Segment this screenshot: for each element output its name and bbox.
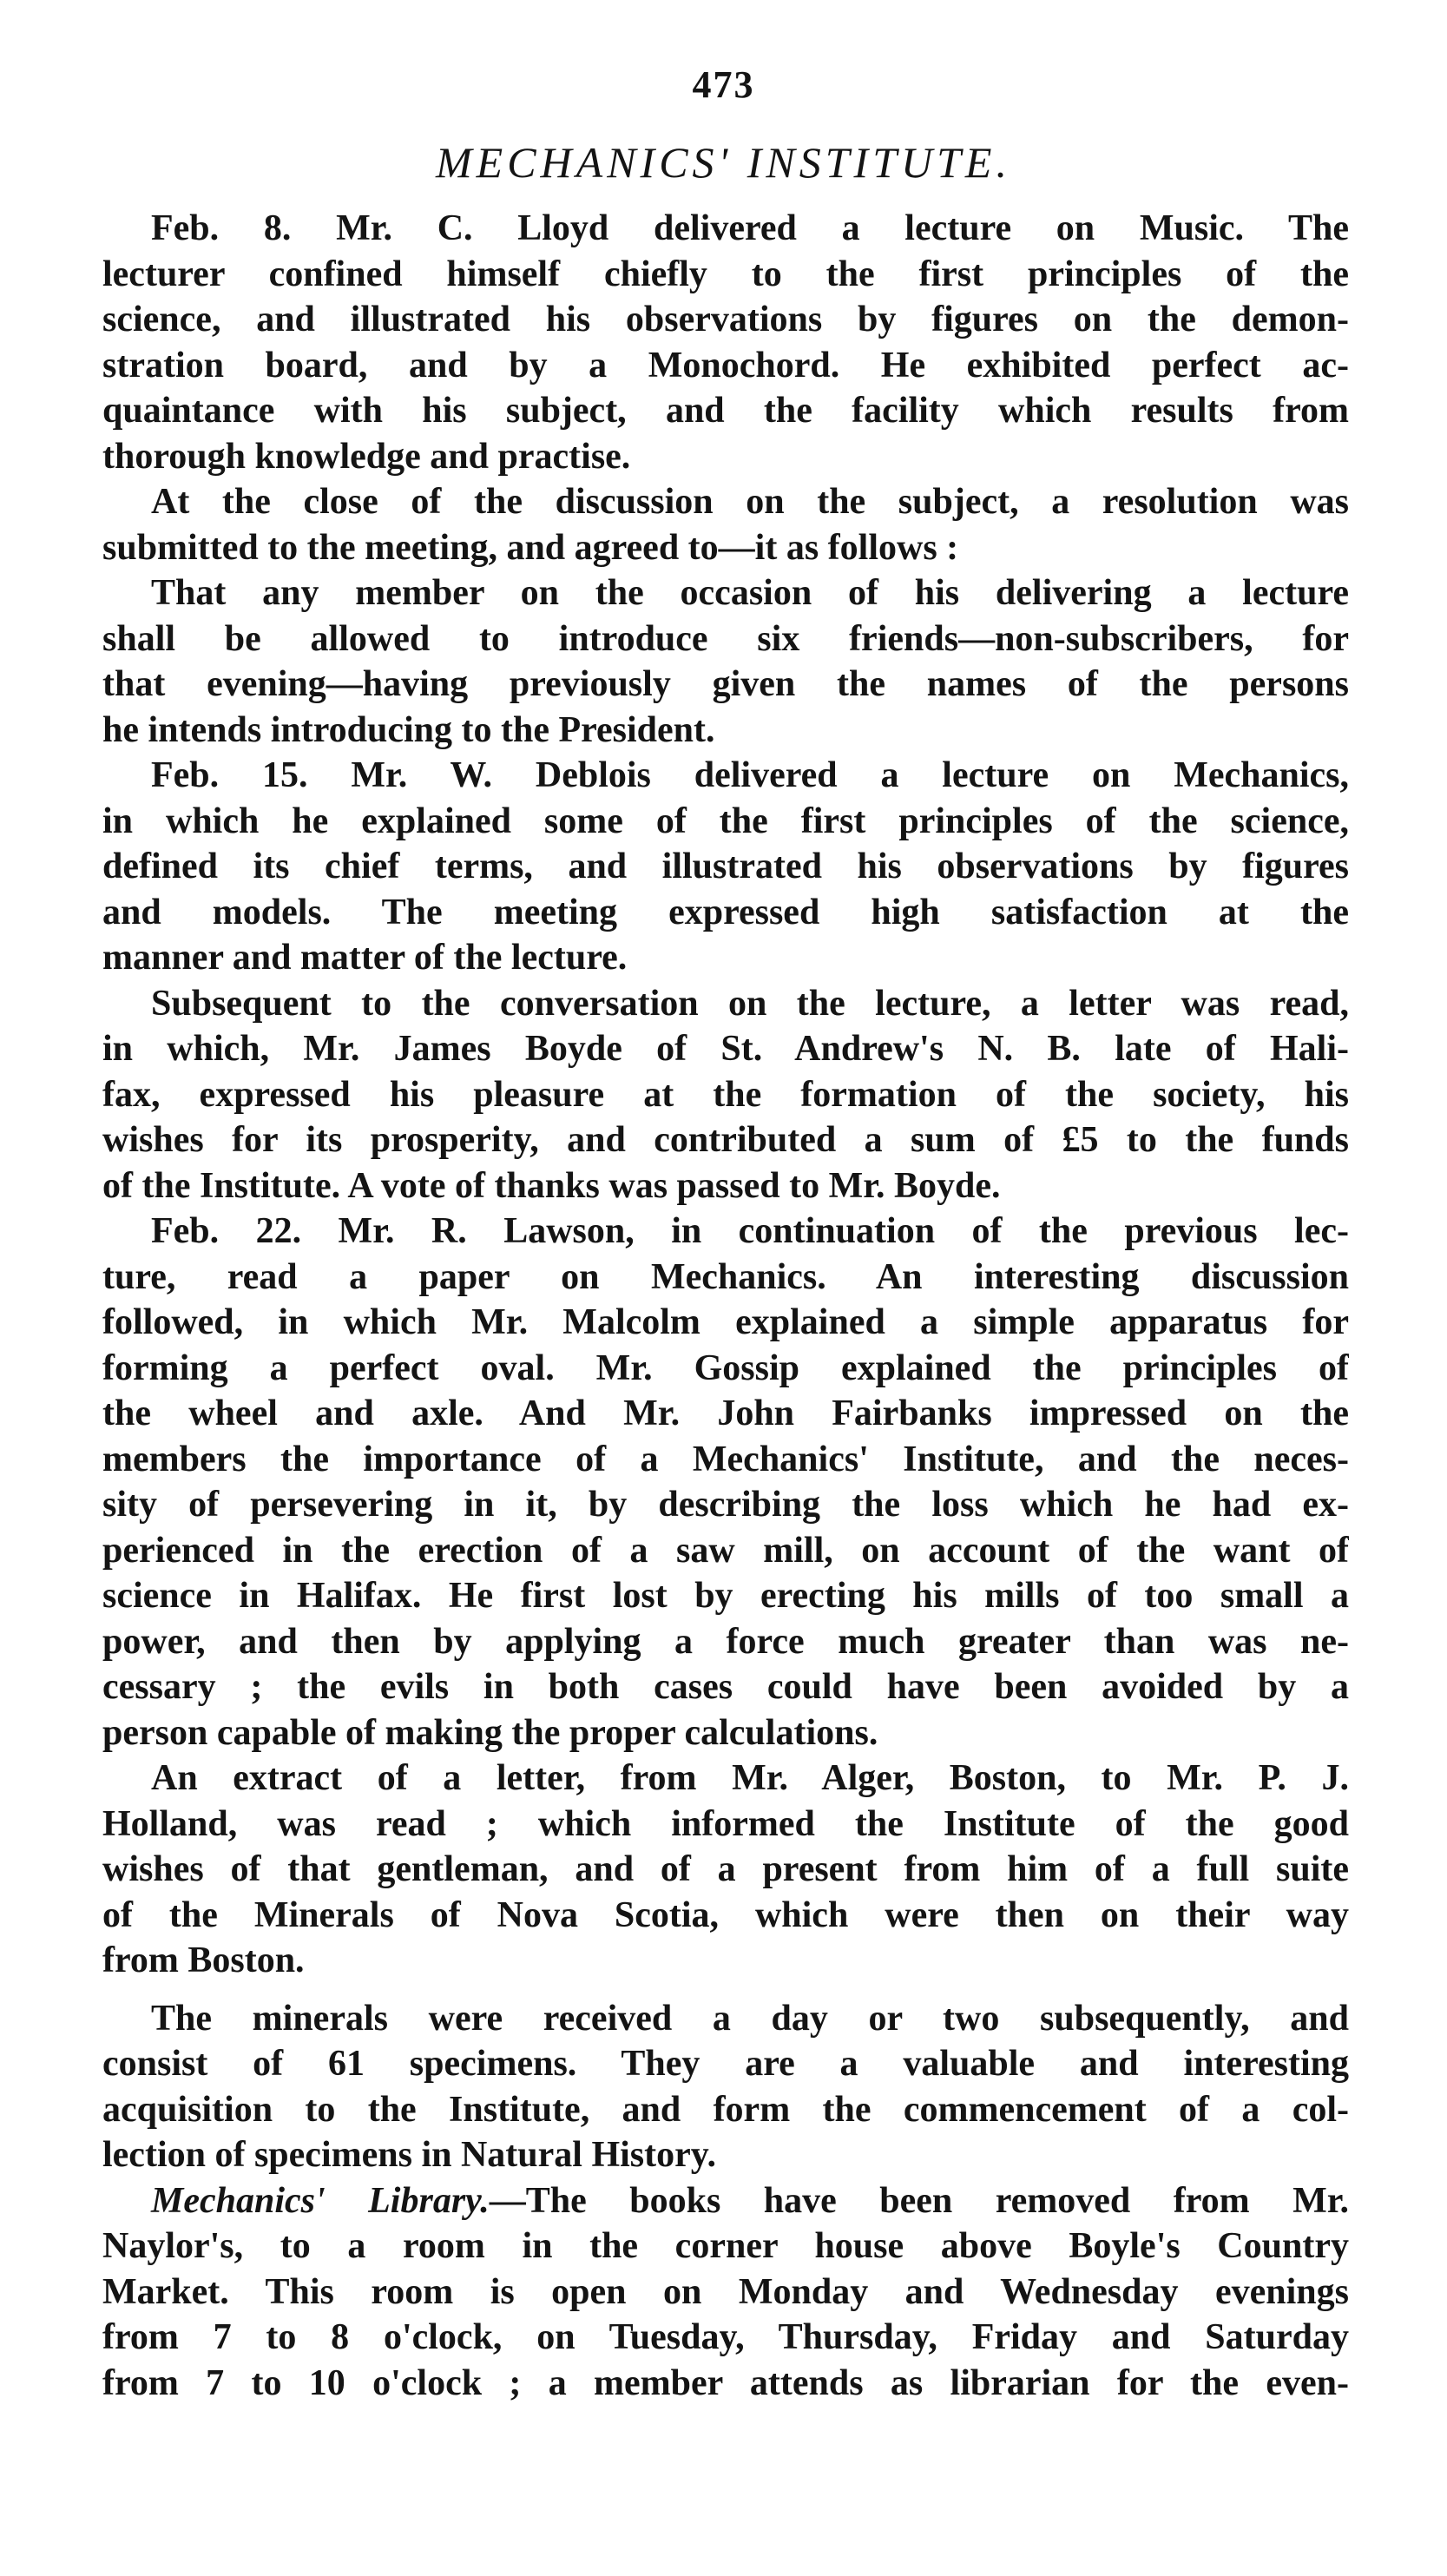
- text-line: [102, 2178, 1349, 2224]
- text-line: [102, 1756, 1349, 1802]
- text-line-content: Feb. 8. Mr. C. Lloyd delivered a lecture on Music. The: [151, 208, 1349, 248]
- text-line-content: That any member on the occasion of his delivering a lecture: [151, 573, 1349, 613]
- text-line-content: from 7 to 10 o'clock ; a member attends as librarian for the even-: [102, 2362, 1349, 2403]
- text-line-content: members the importance of a Mechanics' Institute, and the neces-: [102, 1439, 1349, 1479]
- text-line-content: quaintance with his subject, and the facility which results from: [102, 391, 1349, 431]
- text-line-content: science in Halifax. He first lost by erecting his mills of too small a: [102, 1576, 1349, 1616]
- text-line-content: of the Minerals of Nova Scotia, which were then on their way: [102, 1894, 1349, 1935]
- text-line: [102, 479, 1349, 525]
- text-line-content: acquisition to the Institute, and form the commencement of a col-: [102, 2089, 1349, 2130]
- section-heading-italic: Mechanics' Library.: [151, 2180, 490, 2221]
- text-line-content: of the Institute. A vote of thanks was passed to Mr. Boyde.: [102, 1165, 1001, 1206]
- text-line-content: thorough knowledge and practise.: [102, 436, 631, 477]
- text-line: [102, 1117, 1349, 1163]
- text-line-content: sity of persevering in it, by describing the loss which he had ex-: [102, 1485, 1349, 1525]
- text-line-content: Feb. 15. Mr. W. Deblois delivered a lecture on Mechanics,: [151, 755, 1349, 795]
- text-line-content: Feb. 22. Mr. R. Lawson, in continuation of the previous lec-: [151, 1211, 1349, 1251]
- text-line: [102, 708, 1349, 754]
- text-line: [102, 2315, 1349, 2361]
- text-line-content: shall be allowed to introduce six friends—non-subscribers, for: [102, 618, 1349, 659]
- text-line-content: At the close of the discussion on the subject, a resolution was: [151, 482, 1349, 522]
- text-line-content: wishes for its prosperity, and contributed a sum of £5 to the funds: [102, 1120, 1349, 1160]
- text-line: [102, 343, 1349, 389]
- text-line-content: in which, Mr. James Boyde of St. Andrew's N. B. late of Hali-: [102, 1029, 1349, 1069]
- text-line: [102, 297, 1349, 343]
- text-line-content: that evening—having previously given the names of the persons: [102, 664, 1349, 704]
- text-line: [102, 662, 1349, 708]
- text-line-content: The minerals were received a day or two subsequently, and: [151, 1998, 1349, 2039]
- text-line: [102, 1664, 1349, 1710]
- text-line: [102, 2132, 1349, 2178]
- text-line-content: followed, in which Mr. Malcolm explained a simple apparatus for: [102, 1302, 1349, 1342]
- text-line-content: submitted to the meeting, and agreed to—it as follows :: [102, 527, 959, 568]
- text-line: [102, 1209, 1349, 1255]
- text-line: [102, 1163, 1349, 1209]
- text-line: [102, 616, 1349, 662]
- text-line: [102, 1255, 1349, 1301]
- text-line: [102, 1026, 1349, 1072]
- text-line: [102, 1072, 1349, 1118]
- text-line: [102, 1528, 1349, 1574]
- text-line-content: person capable of making the proper calculations.: [102, 1712, 878, 1753]
- text-line-content: An extract of a letter, from Mr. Alger, Boston, to Mr. P. J.: [151, 1758, 1349, 1798]
- text-line: [102, 844, 1349, 890]
- text-line-content: Market. This room is open on Monday and Wednesday evenings: [102, 2271, 1349, 2312]
- text-line-content: manner and matter of the lecture.: [102, 938, 628, 978]
- text-line-content: wishes of that gentleman, and of a present from him of a full suite: [102, 1849, 1349, 1889]
- text-line: [102, 1938, 1349, 1984]
- text-line-content: defined its chief terms, and illustrated his observations by figures: [102, 847, 1349, 886]
- text-line-content: —The books have been removed from Mr.: [489, 2180, 1349, 2221]
- text-line-content: Holland, was read ; which informed the Institute of the good: [102, 1803, 1349, 1844]
- text-line: [102, 388, 1349, 434]
- text-line: [102, 570, 1349, 616]
- text-line-content: from 7 to 8 o'clock, on Tuesday, Thursday, Friday and Saturday: [102, 2317, 1349, 2357]
- text-line: [102, 434, 1349, 480]
- text-line-content: perienced in the erection of a saw mill, on account of the want of: [102, 1530, 1349, 1571]
- text-line-content: lecturer confined himself chiefly to the first principles of the: [102, 254, 1349, 294]
- text-line: [102, 935, 1349, 981]
- text-line: [102, 1437, 1349, 1483]
- text-line-content: Subsequent to the conversation on the lecture, a letter was read,: [151, 983, 1349, 1024]
- text-line-content: and models. The meeting expressed high satisfaction at the: [102, 892, 1349, 932]
- text-line: [102, 1893, 1349, 1939]
- text-line-content: from Boston.: [102, 1940, 305, 1980]
- text-line: [102, 799, 1349, 845]
- text-line: [102, 2087, 1349, 2133]
- text-line: [102, 1300, 1349, 1346]
- text-line: [102, 206, 1349, 252]
- text-line: [102, 981, 1349, 1027]
- text-line-content: he intends introducing to the President.: [102, 709, 715, 750]
- text-line-content: fax, expressed his pleasure at the formation of the society, his: [102, 1074, 1349, 1115]
- text-line: [102, 753, 1349, 799]
- text-line-content: forming a perfect oval. Mr. Gossip explained the principles of: [102, 1347, 1349, 1388]
- text-line: [102, 1391, 1349, 1437]
- text-line-content: stration board, and by a Monochord. He exhibited perfect ac-: [102, 345, 1349, 385]
- text-line: [102, 890, 1349, 936]
- text-line-content: in which he explained some of the first principles of the science,: [102, 800, 1349, 841]
- text-line: [102, 2041, 1349, 2087]
- text-line: [102, 1482, 1349, 1528]
- text-line: [102, 1573, 1349, 1619]
- text-line: [102, 1619, 1349, 1665]
- text-line-content: ture, read a paper on Mechanics. An interesting discussion: [102, 1256, 1349, 1297]
- page-number: 473: [692, 63, 755, 106]
- text-line-content: power, and then by applying a force much greater than was ne-: [102, 1621, 1349, 1662]
- text-line: [102, 1802, 1349, 1848]
- text-line: [102, 252, 1349, 298]
- text-line: [102, 1996, 1349, 2042]
- text-line: [102, 2224, 1349, 2270]
- text-line: [102, 1710, 1349, 1756]
- text-line: [102, 525, 1349, 571]
- article-body: [102, 206, 1349, 2406]
- text-line-content: consist of 61 specimens. They are a valuable and interesting: [102, 2044, 1349, 2084]
- text-line: [102, 1847, 1349, 1893]
- text-line: [102, 2270, 1349, 2316]
- text-line-content: Naylor's, to a room in the corner house above Boyle's Country: [102, 2226, 1349, 2266]
- text-line-content: the wheel and axle. And Mr. John Fairbanks impressed on the: [102, 1393, 1349, 1433]
- text-line: [102, 2361, 1349, 2407]
- text-line-content: cessary ; the evils in both cases could have been avoided by a: [102, 1667, 1349, 1707]
- text-line-content: science, and illustrated his observations by figures on the demon-: [102, 300, 1349, 339]
- page-title: MECHANICS' INSTITUTE.: [436, 138, 1011, 187]
- text-line-content: lection of specimens in Natural History.: [102, 2135, 716, 2175]
- text-line: [102, 1346, 1349, 1392]
